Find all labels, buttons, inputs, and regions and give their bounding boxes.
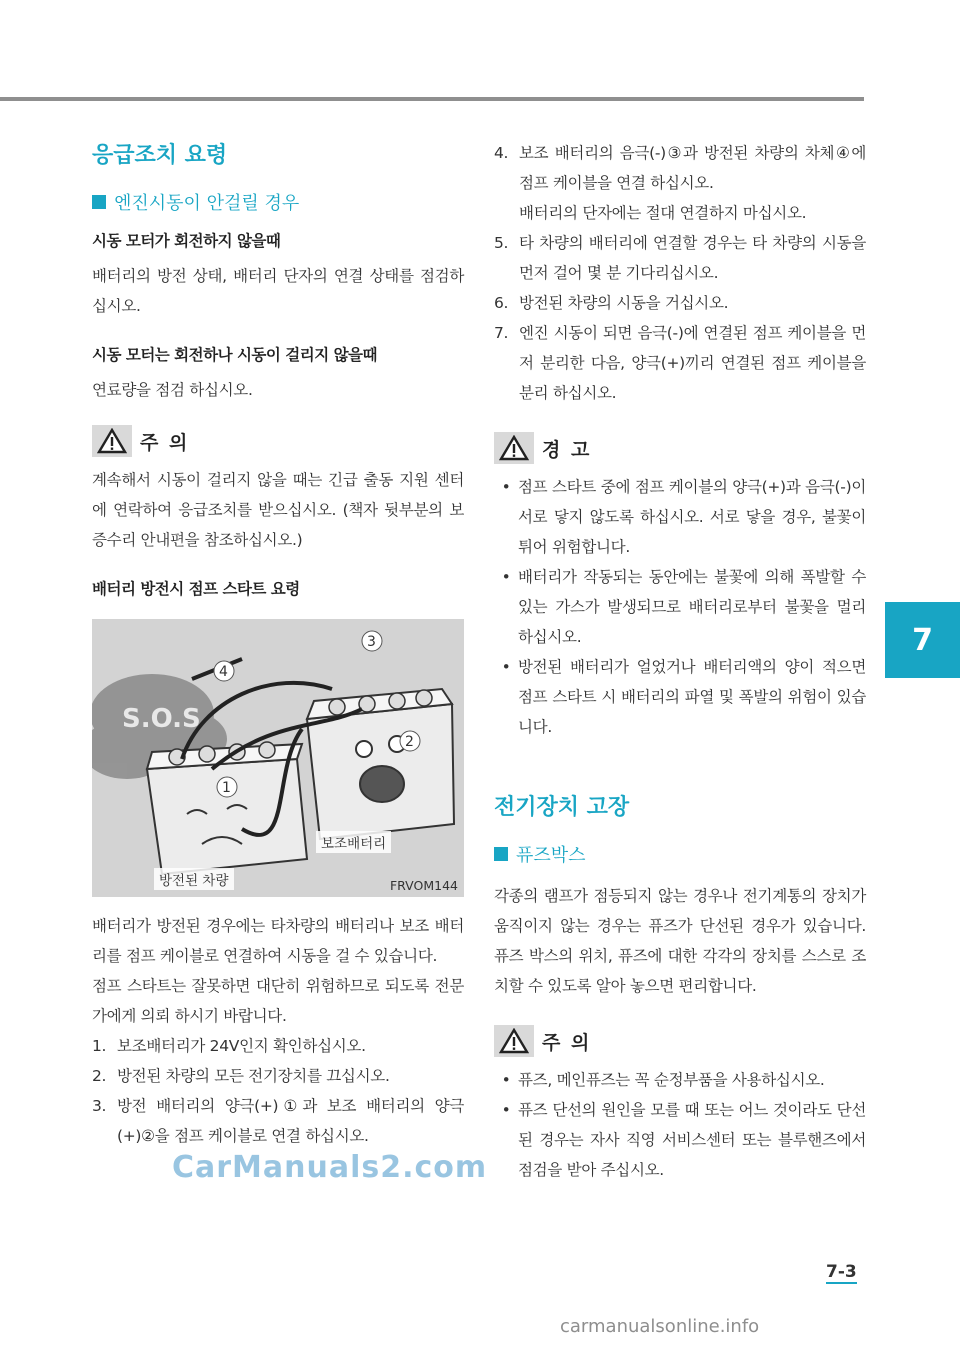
steps-list-left — [92, 1031, 464, 1151]
chapter-tab[interactable]: 7 — [885, 602, 960, 678]
paragraph-fuse: 각종의 램프가 점등되지 않는 경우나 전기계통의 장치가 움직이지 않는 경우는 퓨즈가 단선된 경우가 있습니다. 퓨즈 박스의 위치, 퓨즈에 대한 각각의 장치를 스스로 조치할 수 있도록 알아 놓으면 편리합니다. — [494, 887, 866, 995]
callout-1: 1 — [222, 780, 231, 796]
label-dead-vehicle: 방전된 차량 — [154, 868, 234, 890]
heading-motor-not-turning: 시동 모터가 회전하지 않을때 — [92, 232, 281, 250]
callout-2: 2 — [405, 734, 414, 750]
square-bullet-icon — [92, 195, 106, 209]
caution-header — [494, 1025, 866, 1057]
warning-bullets — [494, 472, 866, 742]
warning-triangle-icon — [494, 1025, 534, 1057]
warning-header — [494, 432, 866, 464]
figure-code: FRVOM144 — [389, 878, 458, 893]
list-item: 4. 보조 배터리의 음극(-)③과 방전된 차량의 차체④에 점프 케이블을 연결 하십시오. — [494, 144, 866, 192]
caution-bullets — [494, 1065, 866, 1185]
paragraph-check-battery: 배터리의 방전 상태, 배터리 단자의 연결 상태를 점검하십시오. — [92, 267, 464, 315]
watermark-top: CarManuals2.com — [172, 1150, 488, 1185]
list-item: 6. 방전된 차량의 시동을 거십시오. — [494, 294, 729, 312]
subsection-fusebox — [494, 841, 866, 867]
list-item: 3. 방전 배터리의 양극(+)①과 보조 배터리의 양극(+)②을 점프 케이블로 연결 하십시오. — [92, 1097, 464, 1145]
heading-motor-turns-no-start: 시동 모터는 회전하나 시동이 걸리지 않을때 — [92, 346, 377, 364]
caution-header — [92, 425, 464, 457]
caution-text: 계속해서 시동이 걸리지 않을 때는 긴급 출동 지원 센터에 연락하여 응급조치를 받으십시오. (책자 뒷부분의 보증수리 안내편을 참조하십시오.) — [92, 471, 464, 549]
booster-battery-icon — [307, 689, 454, 839]
square-bullet-icon — [494, 847, 508, 861]
warning-triangle-icon — [92, 425, 132, 457]
list-item: 1. 보조배터리가 24V인지 확인하십시오. — [92, 1037, 366, 1055]
right-column — [494, 138, 866, 1185]
paragraph-check-fuel: 연료량을 점검 하십시오. — [92, 381, 253, 399]
label-booster-battery: 보조배터리 — [316, 831, 391, 853]
left-column — [92, 138, 464, 1151]
jump-start-drawing — [92, 619, 464, 897]
callout-3: 3 — [367, 634, 376, 650]
page-number: 7-3 — [826, 1262, 857, 1282]
subsection-engine-start — [92, 189, 464, 215]
paragraph-jump-intro: 배터리가 방전된 경우에는 타차량의 배터리나 보조 배터리를 점프 케이블로 연결하여 시동을 걸 수 있습니다. — [92, 917, 464, 965]
top-rule — [0, 97, 864, 101]
section-title-electrical: 전기장치 고장 — [494, 795, 630, 820]
list-item: • 점프 스타트 중에 점프 케이블의 양극(+)과 음극(-)이 서로 닿지 않도록 하십시오. 서로 닿을 경우, 불꽃이 튀어 위험합니다. — [501, 478, 866, 556]
warning-triangle-icon — [494, 432, 534, 464]
list-item: 2. 방전된 차량의 모든 전기장치를 끄십시오. — [92, 1067, 390, 1085]
list-item: • 퓨즈 단선의 원인을 모를 때 또는 어느 것이라도 단선된 경우는 자사 직영 서비스센터 또는 블루핸즈에서 점검을 받아 주십시오. — [501, 1101, 866, 1179]
subsection-label: 퓨즈박스 — [516, 845, 586, 866]
list-item: 5. 타 차량의 배터리에 연결할 경우는 타 차량의 시동을 먼저 걸어 몇 분 기다리십시오. — [494, 234, 866, 282]
list-item: • 방전된 배터리가 얼었거나 배터리액의 양이 적으면 점프 스타트 시 배터리의 파열 및 폭발의 위험이 있습니다. — [501, 658, 866, 736]
caution-label: 주 의 — [542, 1031, 592, 1054]
jump-start-illustration — [92, 619, 464, 897]
list-item: • 퓨즈, 메인퓨즈는 꼭 순정부품을 사용하십시오. — [501, 1071, 825, 1089]
subsection-label: 엔진시동이 안걸릴 경우 — [114, 193, 300, 214]
paragraph-jump-expert: 점프 스타트는 잘못하면 대단히 위험하므로 되도록 전문가에게 의뢰 하시기 바랍니다. — [92, 977, 464, 1025]
sos-text: S.O.S — [122, 704, 201, 734]
callout-4: 4 — [219, 664, 228, 680]
list-item: 7. 엔진 시동이 되면 음극(-)에 연결된 점프 케이블을 먼저 분리한 다음, 양극(+)끼리 연결된 점프 케이블을 분리 하십시오. — [494, 324, 866, 402]
caution-label: 주 의 — [140, 431, 190, 454]
watermark-bottom[interactable]: carmanualsonline.info — [560, 1316, 760, 1337]
warning-label: 경 고 — [542, 438, 592, 461]
heading-jump-start: 배터리 방전시 점프 스타트 요령 — [92, 580, 300, 598]
list-item: • 배터리가 작동되는 동안에는 불꽃에 의해 폭발할 수 있는 가스가 발생되므로 배터리로부터 불꽃을 멀리 하십시오. — [501, 568, 866, 646]
list-item: 배터리의 단자에는 절대 연결하지 마십시오. — [519, 204, 807, 222]
dead-battery-icon — [147, 742, 307, 874]
section-title-emergency: 응급조치 요령 — [92, 143, 228, 168]
steps-list-right — [494, 138, 866, 408]
